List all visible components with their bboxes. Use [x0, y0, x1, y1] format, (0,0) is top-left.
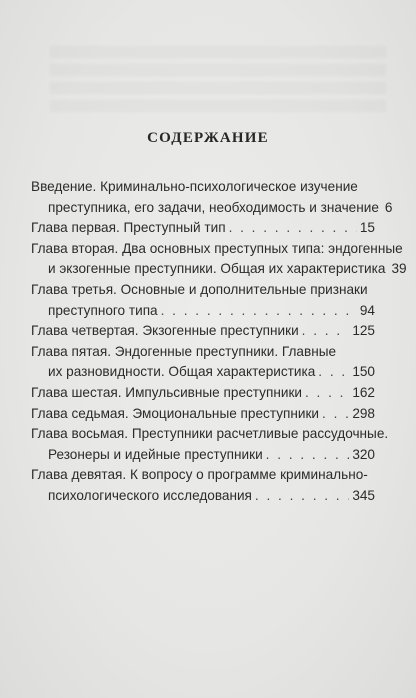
toc-line-text: Введение. Криминально-психологическое изучение: [31, 179, 358, 194]
toc-line-text: Глава шестая. Импульсивные преступники: [31, 384, 302, 400]
toc-line-text: и экзогенные преступники. Общая их характеристика: [48, 261, 386, 277]
toc-line: [31, 198, 393, 219]
toc-page-number: 298: [352, 405, 375, 421]
toc-entry: [31, 218, 375, 239]
toc-line: [31, 321, 375, 342]
toc-line-text: Глава третья. Основные и дополнительные признаки: [31, 281, 368, 297]
toc-line: [31, 424, 389, 445]
toc-page-number: 345: [352, 487, 375, 503]
dot-leader: [266, 445, 350, 466]
toc-page-number: 6: [384, 199, 393, 215]
bleed-through-line: [50, 100, 386, 112]
toc-line: [31, 404, 375, 425]
toc-line-text: преступника, его задачи, необходимость и значение: [48, 199, 379, 215]
toc-line: [31, 362, 375, 383]
toc-line-text: Глава девятая. К вопросу о программе криминально-: [31, 467, 368, 483]
toc-line: [31, 445, 375, 466]
toc-line: [31, 486, 375, 507]
toc-line-text: Глава первая. Преступный тип: [31, 220, 226, 236]
dot-leader: [229, 218, 357, 239]
toc-line-text: их разновидности. Общая характеристика: [48, 364, 316, 380]
toc-line-text: Глава четвертая. Экзогенные преступники: [31, 323, 299, 339]
toc-entry: [31, 424, 389, 465]
bleed-through-line: [50, 64, 386, 76]
toc-page-number: 15: [359, 220, 375, 236]
toc-entry: [31, 177, 393, 218]
toc-page-number: 94: [359, 302, 375, 318]
toc-page-number: 125: [352, 323, 375, 339]
dot-leader: [318, 362, 349, 383]
toc-line: [31, 383, 375, 404]
toc-line: [31, 342, 375, 363]
toc-line: [31, 259, 407, 280]
toc-line-text: преступного типа: [48, 302, 158, 318]
toc-line-text: Глава пятая. Эндогенные преступники. Главные: [31, 343, 337, 359]
bleed-through-line: [50, 82, 386, 94]
toc-line: [31, 218, 375, 239]
toc-line: [31, 301, 375, 322]
dot-leader: [255, 486, 349, 507]
toc-page-number: 162: [352, 384, 375, 400]
toc-line-text: психологического исследования: [48, 487, 252, 503]
toc-entry: [31, 404, 375, 425]
bleed-through-line: [50, 46, 386, 58]
toc-entry: [31, 280, 375, 321]
toc-entry: [31, 342, 375, 383]
toc-heading: СОДЕРЖАНИЕ: [147, 130, 269, 146]
toc-line-text: Глава седьмая. Эмоциональные преступники: [31, 405, 320, 421]
toc-line-text: Резонеры и идейные преступники: [48, 446, 263, 462]
toc-line-text: Глава вторая. Два основных преступных типа: эндогенные: [31, 240, 403, 256]
toc-page-number: 150: [352, 364, 375, 380]
toc-line: [31, 280, 375, 301]
toc-page-number: 320: [352, 446, 375, 462]
dot-leader: [322, 404, 349, 425]
toc-line-text: Глава восьмая. Преступники расчетливые рассудочные.: [31, 426, 389, 442]
toc-line: [31, 239, 403, 260]
table-of-contents: [31, 177, 407, 507]
toc-entry: [31, 321, 375, 342]
toc-entry: [31, 383, 375, 404]
toc-line: [31, 177, 375, 198]
dot-leader: [305, 383, 349, 404]
dot-leader: [302, 321, 350, 342]
toc-page-number: 39: [391, 261, 407, 277]
toc-entry: [31, 465, 375, 506]
toc-entry: [31, 239, 407, 280]
dot-leader: [161, 301, 357, 322]
toc-line: [31, 465, 375, 486]
